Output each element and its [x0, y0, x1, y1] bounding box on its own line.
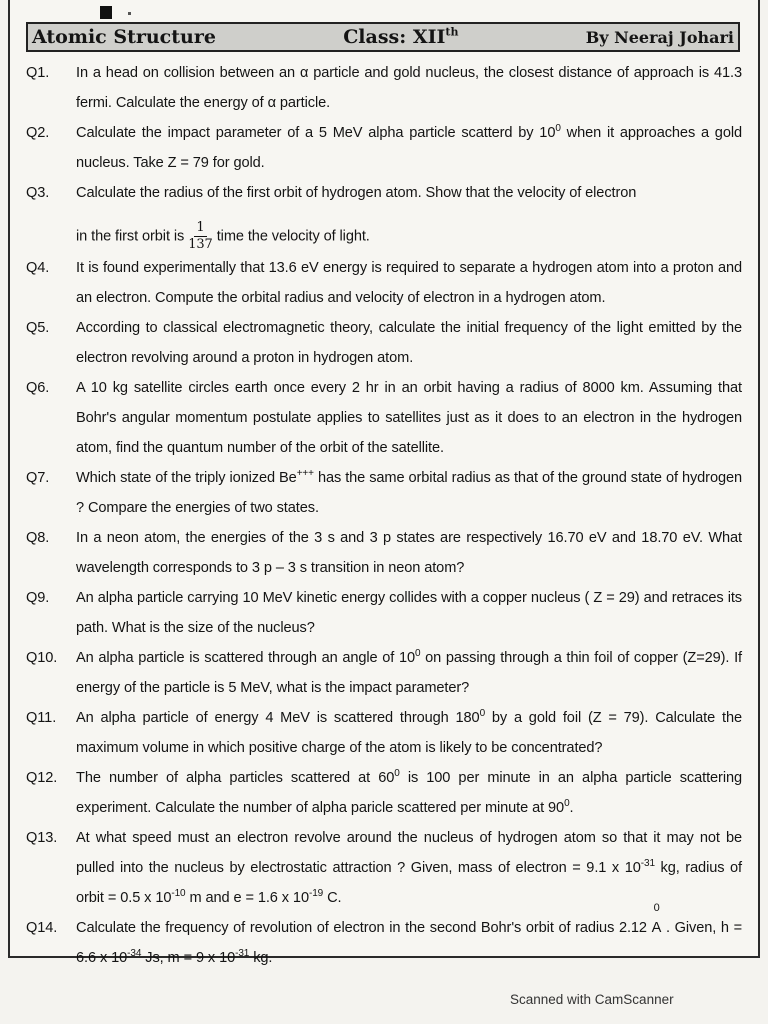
question-item — [26, 902, 742, 973]
question-text: According to classical electromagnetic theory, calculate the initial frequency of the light emitted by the electron revolving around a proton in hydrogen atom. — [76, 320, 742, 366]
question-item — [26, 118, 742, 178]
question-item — [26, 463, 742, 523]
question-number: Q14. — [26, 920, 58, 936]
question-number: Q8. — [26, 530, 50, 546]
question-number: Q2. — [26, 125, 50, 141]
question-text: Calculate the frequency of revolution of electron in the second Bohr's orbit of radius 2.12 0 A . Given, h = 6.6 x $10^{-34}$ Js, m = 9 x $10^{-31}$ kg. — [76, 902, 742, 966]
question-item — [26, 823, 742, 913]
scan-dot — [128, 12, 131, 15]
question-item — [26, 58, 742, 118]
question-number: Q12. — [26, 770, 58, 786]
question-item — [26, 178, 742, 253]
question-item — [26, 523, 742, 583]
fraction: $\frac{1}{137}$ — [188, 220, 213, 252]
question-number: Q1. — [26, 65, 50, 81]
question-text: Calculate the radius of the first orbit of hydrogen atom. Show that the velocity of electron in the first orbit is $\frac{1}{137}$ time the velocity of light. — [76, 185, 637, 252]
question-text: An alpha particle of energy 4 MeV is scattered through $180^0$ by a gold foil (Z = 79). Calculate the maximum volume in which positive charge of the atom is likely to be concentrated? — [76, 708, 742, 756]
question-text: A 10 kg satellite circles earth once every 2 hr in an orbit having a radius of 8000 km. Assuming that Bohr's angular momentum postulate applies to satellites just as it does to an electron in the hydrogen atom, find the quantum number of the orbit of the satellite. — [76, 380, 742, 456]
header-bar — [26, 22, 740, 52]
question-item — [26, 703, 742, 763]
question-number: Q13. — [26, 830, 58, 846]
question-text: An alpha particle carrying 10 MeV kinetic energy collides with a copper nucleus ( Z = 29) and retraces its path. What is the size of the nucleus? — [76, 590, 742, 636]
question-item — [26, 253, 742, 313]
question-text: In a head on collision between an α particle and gold nucleus, the closest distance of approach is 41.3 fermi. Calculate the energy of α particle. — [76, 65, 742, 111]
question-text: The number of alpha particles scattered at $60^0$ is 100 per minute in an alpha particle scattering experiment. Calculate the number of alpha paricle scattered per minute at $90^0$. — [76, 768, 742, 816]
question-item — [26, 763, 742, 823]
scanner-footer: Scanned with CamScanner — [510, 992, 674, 1007]
question-text: An alpha particle is scattered through an angle of $10^0$ on passing through a thin foil of copper (Z=29). If energy of the particle is 5 MeV, what is the impact parameter? — [76, 648, 743, 696]
angstrom-symbol: 0 A — [651, 902, 662, 936]
question-number: Q9. — [26, 590, 50, 606]
question-item — [26, 373, 742, 463]
question-list — [26, 58, 742, 973]
question-number: Q10. — [26, 650, 58, 666]
question-number: Q7. — [26, 470, 50, 486]
question-text: It is found experimentally that 13.6 eV energy is required to separate a hydrogen atom into a proton and an electron. Compute the orbital radius and velocity of electron in a hydrogen atom. — [76, 260, 742, 306]
question-item — [26, 583, 742, 643]
header-class: Class: XIIth — [343, 25, 459, 48]
question-item — [26, 643, 742, 703]
question-number: Q6. — [26, 380, 50, 396]
header-title: Atomic Structure — [32, 26, 216, 48]
scan-mark — [100, 6, 112, 19]
question-text: In a neon atom, the energies of the 3 s and 3 p states are respectively 16.70 eV and 18.70 eV. What wavelength corresponds to 3 p – 3 s transition in neon atom? — [76, 530, 742, 576]
question-text: At what speed must an electron revolve around the nucleus of hydrogen atom so that it may not be pulled into the nucleus by electrostatic attraction ? Given, mass of electron = 9.1 x $10^{-31}$ kg, radius of orbit = 0.5 x $10^{-10}$ m and e = 1.6 x $10^{-19}$ C. — [76, 830, 743, 906]
header-author: By Neeraj Johari — [585, 27, 734, 47]
question-number: Q4. — [26, 260, 50, 276]
question-number: Q11. — [26, 710, 57, 726]
question-text: Calculate the impact parameter of a 5 MeV alpha particle scatterd by $10^0$ when it approaches a gold nucleus. Take Z = 79 for gold. — [76, 123, 742, 171]
question-number: Q5. — [26, 320, 50, 336]
question-item — [26, 313, 742, 373]
question-text: Which state of the triply ionized Be+++ has the same orbital radius as that of the ground state of hydrogen ? Compare the energies of two states. — [76, 468, 743, 516]
question-number: Q3. — [26, 185, 50, 201]
